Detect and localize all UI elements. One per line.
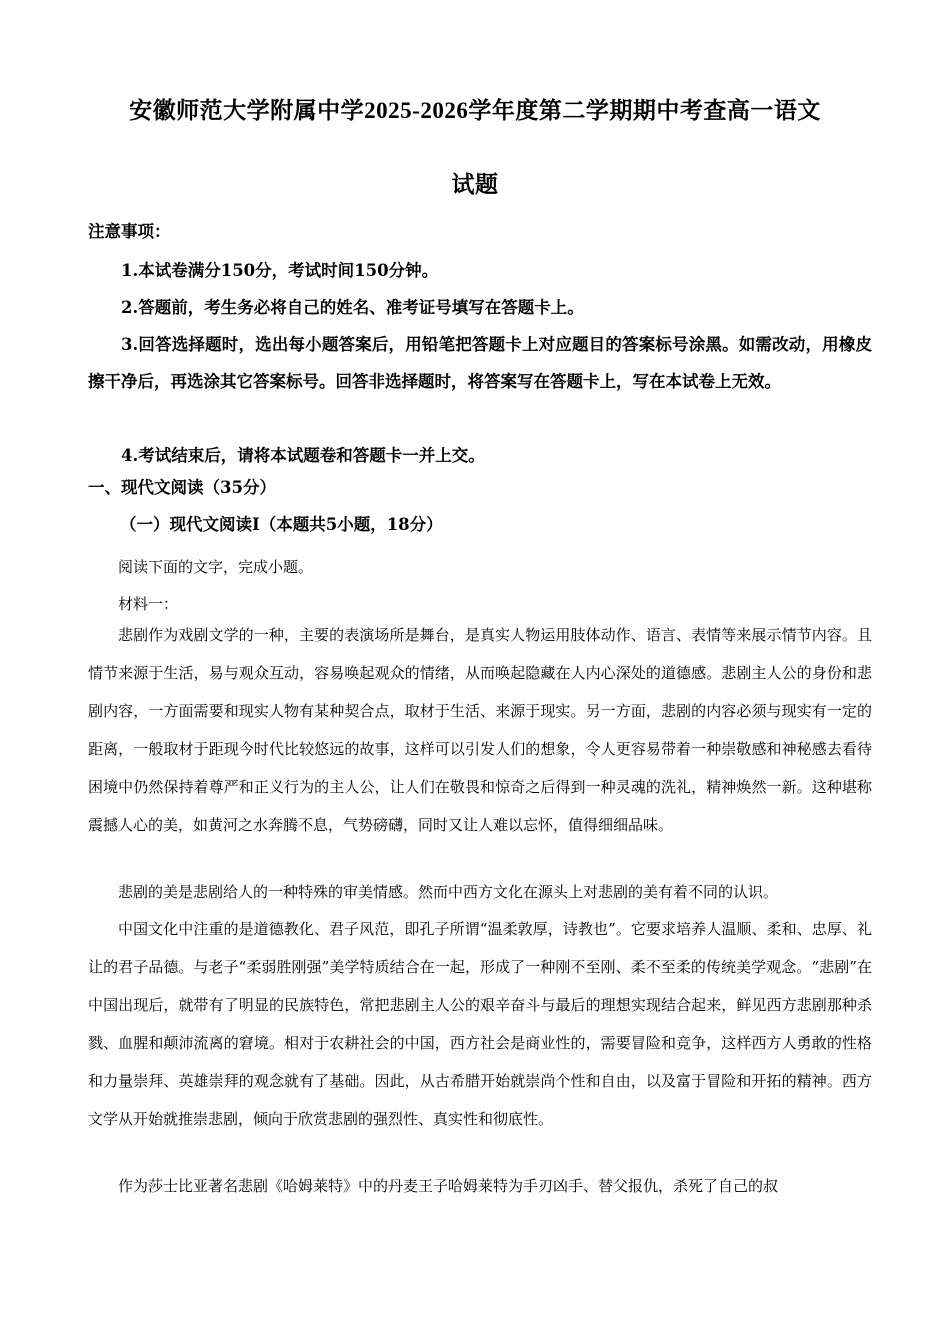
section-heading: 一、现代文阅读（35分） (88, 478, 276, 497)
notice-item-1: 1.本试卷满分150分，考试时间150分钟。 (121, 261, 439, 280)
paragraph-3: 中国文化中注重的是道德教化、君子风范，即孔子所谓“温柔敦厚，诗教也”。它要求培养人温顺、柔和、忠厚、礼让的君子品德。与老子“柔弱胜刚强”美学特质结合在一起，形成了一种刚不至刚、柔不至柔的传统美学观念。“悲剧”在中国出现后，就带有了明显的民族特色，常把悲剧主人公的艰辛奋斗与最后的理想实现结合起来，鲜见西方悲剧那种杀戮、血腥和颠沛流离的窘境。相对于农耕社会的中国，西方社会是商业性的，需要冒险和竞争，这样西方人勇敢的性格和力量崇拜、英雄崇拜的观念就有了基础。因此，从古希腊开始就崇尚个性和自由，以及富于冒险和开拓的精神。西方文学从开始就推崇悲剧，倾向于欣赏悲剧的强烈性、真实性和彻底性。 (88, 920, 872, 1128)
paragraph-2: 悲剧的美是悲剧给人的一种特殊的审美情感。然而中西方文化在源头上对悲剧的美有着不同的认识。 (118, 883, 779, 901)
exam-title-line1: 安徽师范大学附属中学2025-2026学年度第二学期期中考查高一语文 (129, 98, 821, 123)
notice-heading: 注意事项： (88, 222, 171, 241)
paragraph-1: 悲剧作为戏剧文学的一种，主要的表演场所是舞台，是真实人物运用肢体动作、语言、表情等来展示情节内容。且情节来源于生活，易与观众互动，容易唤起观众的情绪，从而唤起隐藏在人内心深处的道德感。悲剧主人公的身份和悲剧内容，一方面需要和现实人物有某种契合点，取材于生活、来源于现实。另一方面，悲剧的内容必须与现实有一定的距离，一般取材于距现今时代比较悠远的故事，这样可以引发人们的想象，令人更容易带着一种崇敬感和神秘感去看待困境中仍然保持着尊严和正义行为的主人公，让人们在敬畏和惊奇之后得到一种灵魂的洗礼，精神焕然一新。这种堪称震撼人心的美，如黄河之水奔腾不息，气势磅礴，同时又让人难以忘怀，值得细细品味。 (88, 626, 872, 834)
subsection-heading: （一）现代文阅读Ⅰ（本题共5小题，18分） (120, 515, 443, 534)
reading-instruction: 阅读下面的文字，完成小题。 (118, 558, 314, 576)
paragraph-4: 作为莎士比亚著名悲剧《哈姆莱特》中的丹麦王子哈姆莱特为手刃凶手、替父报仇，杀死了自己的叔 (118, 1177, 779, 1195)
notice-item-4: 4.考试结束后，请将本试题卷和答题卡一并上交。 (121, 446, 485, 465)
notice-item-2: 2.答题前，考生务必将自己的姓名、准考证号填写在答题卡上。 (121, 298, 584, 317)
exam-title-line2: 试题 (451, 172, 499, 197)
notice-item-3: 3.回答选择题时，选出每小题答案后，用铅笔把答题卡上对应题目的答案标号涂黑。如需改动，用橡皮擦干净后，再选涂其它答案标号。回答非选择题时，将答案写在答题卡上，写在本试卷上无效。 (88, 335, 872, 391)
material-label: 材料一： (118, 595, 179, 613)
